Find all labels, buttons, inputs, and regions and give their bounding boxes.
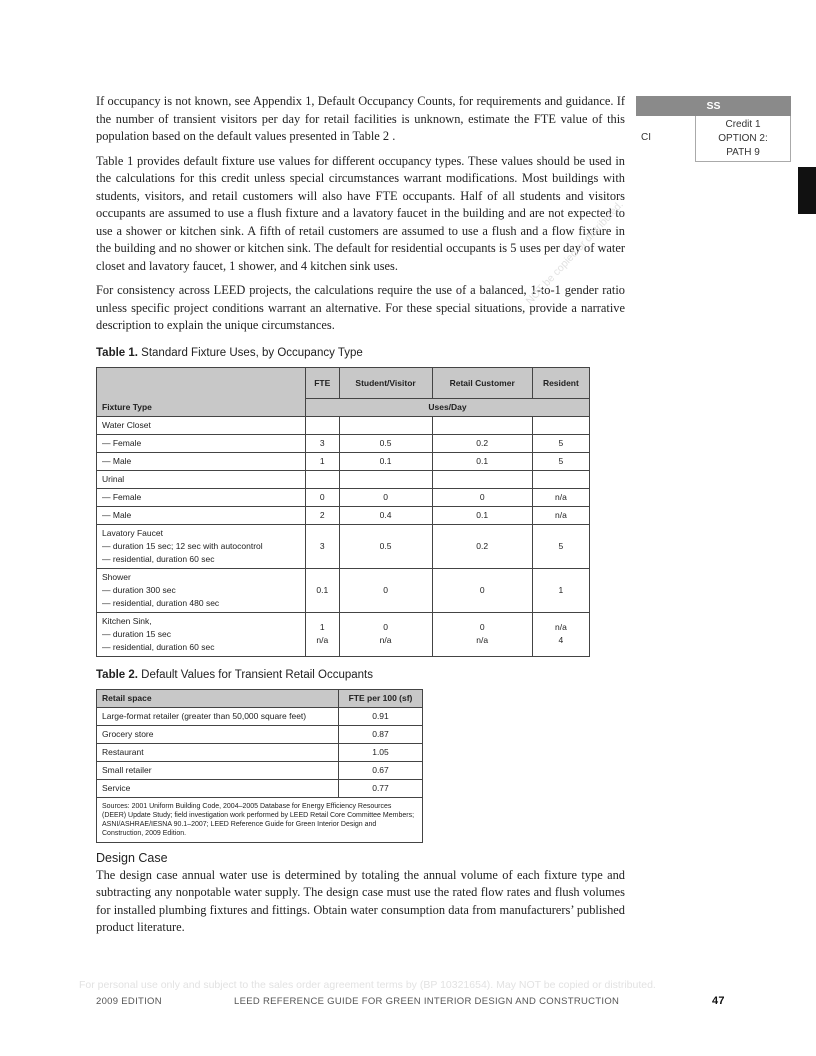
cell-retail: 0.2 [432,524,532,568]
fixture-label [97,452,306,470]
cell-fte: 3 [306,434,340,452]
cell-fte [306,416,340,434]
paragraph-occupancy: If occupancy is not known, see Appendix 1, Default Occupancy Counts, for requirements and guidance. If the number of transient visitors per day for retail facilities is unknown, estimate the FTE value of this population based on the default values presented in Table 2 . [96,94,625,143]
table-row [97,612,590,656]
cell-student: 0.5 [339,434,432,452]
transient-retail-table [96,689,423,843]
sidebar-credit-line: PATH 9 [726,147,760,158]
fixture-label-line: Water Closet [102,420,151,430]
cell-student: 0 [339,488,432,506]
watermark-bottom: For personal use only and subject to the sales order agreement terms by (BP 10321654). May NOT be copied or distributed. [79,979,656,991]
fixture-label [97,568,306,612]
cell-student: 0.1 [339,452,432,470]
fte-value-cell: 1.05 [339,743,423,761]
cell-fte: 0 [306,488,340,506]
page-number: 47 [712,995,725,1007]
design-case-heading: Design Case [96,850,168,865]
retail-space-cell: Large-format retailer (greater than 50,000 square feet) [97,707,339,725]
cell-resident [532,470,589,488]
table-row [97,434,590,452]
footer-edition: 2009 EDITION [96,996,162,1007]
cell-retail: 0 [432,568,532,612]
cell-fte: 2 [306,506,340,524]
section-tab-marker [798,167,816,214]
fixture-label [97,470,306,488]
header-fte: FTE [306,367,340,398]
header-student-visitor: Student/Visitor [339,367,432,398]
retail-space-cell: Restaurant [97,743,339,761]
retail-space-cell: Service [97,779,339,797]
cell-fte [306,470,340,488]
table-row [97,416,590,434]
fixture-label-line: Lavatory Faucet [102,527,163,538]
credit-sidebar [636,96,791,162]
fixture-label-line: — Male [102,456,132,466]
cell-retail: 0.1 [432,452,532,470]
cell-resident: 5 [532,434,589,452]
fixture-label [97,506,306,524]
header-fte-per-100: FTE per 100 (sf) [339,689,423,707]
cell-retail [432,416,532,434]
table-row [97,761,423,779]
fixture-label-line: — Male [102,510,132,520]
table-row [97,524,590,568]
cell-fte: 3 [306,524,340,568]
fixture-label-line: — Female [102,492,142,502]
footer-title: LEED REFERENCE GUIDE FOR GREEN INTERIOR DESIGN AND CONSTRUCTION [234,996,620,1007]
table2-body [97,707,423,797]
fixture-label-line: — Female [102,438,142,448]
fixture-label [97,488,306,506]
fixture-label [97,416,306,434]
cell-resident: n/a [532,506,589,524]
fte-value-cell: 0.87 [339,725,423,743]
fixture-label-line: Urinal [102,474,125,484]
cell-resident: 5 [532,524,589,568]
standard-fixture-uses-table [96,367,590,657]
fte-value-cell: 0.91 [339,707,423,725]
cell-retail: 0 [432,488,532,506]
cell-retail: 0.2 [432,434,532,452]
table-row [97,568,590,612]
cell-fte: 1 n/a [306,612,340,656]
cell-resident: 1 [532,568,589,612]
table-row [97,725,423,743]
header-retail-space: Retail space [97,689,339,707]
table2-caption [96,669,625,681]
table1-body [97,416,590,656]
table-row [97,452,590,470]
cell-resident: 5 [532,452,589,470]
cell-resident: n/a [532,488,589,506]
sidebar-credit [695,116,791,162]
fixture-label-line: Shower [102,571,131,582]
fixture-label [97,524,306,568]
cell-student: 0.5 [339,524,432,568]
table-row [97,707,423,725]
paragraph-fixture-use: Table 1 provides default fixture use values for different occupancy types. These values should be used in the calculations for this credit unless special circumstances warrant modifications. Most buildings with students, visitors, and retail customers will also have FTE occupants. Half of all students and visitors occupants are assumed to use a flush fixture and a lavatory faucet in the building and are not expected to use a shower or kitchen sink. A fifth of retail customers are assumed to use a flush and a flow fixture in the building and no shower or kitchen sink. The default for residential occupants is 5 uses per day of water closet and lavatory faucet, 1 shower, and 4 kitchen sink uses. [96,153,625,273]
fixture-label-line: — duration 300 sec [102,584,176,595]
cell-student: 0 [339,568,432,612]
cell-student [339,416,432,434]
table-row [97,470,590,488]
header-retail-customer: Retail Customer [432,367,532,398]
fixture-label-line: — residential, duration 60 sec [102,641,215,652]
cell-retail [432,470,532,488]
fixture-label-line: — duration 15 sec [102,628,171,639]
fixture-label [97,434,306,452]
fixture-label-line: — residential, duration 480 sec [102,597,220,608]
table-row [97,506,590,524]
sidebar-label: CI [641,132,651,143]
header-uses-per-day: Uses/Day [306,398,590,416]
paragraph-gender-ratio: For consistency across LEED projects, the calculations require the use of a balanced, 1-to-1 gender ratio unless specific project conditions warrant an alternative. For these special situations, provide a narrative description to explain the unique circumstances. [96,283,625,332]
fixture-label-line: — duration 15 sec; 12 sec with autocontrol [102,540,263,551]
fte-value-cell: 0.67 [339,761,423,779]
header-resident: Resident [532,367,589,398]
sidebar-header: SS [636,96,791,116]
cell-retail: 0.1 [432,506,532,524]
table1-caption-text: Standard Fixture Uses, by Occupancy Type [141,346,363,359]
main-column [96,93,625,944]
header-fixture-type: Fixture Type [97,367,306,416]
cell-fte: 0.1 [306,568,340,612]
watermark-diagonal: NOT be copied or distributed. [523,198,626,308]
fixture-label [97,612,306,656]
table-row [97,488,590,506]
fixture-label-line: Kitchen Sink, [102,615,152,626]
design-case-text: The design case annual water use is determined by totaling the annual volume of each fixture type and subtracting any nonpotable water supply. The design case must use the rated flow rates and flush volumes for installed plumbing fixtures and fittings. Obtain water consumption data from manufacturers’ published product literature. [96,867,625,934]
retail-space-cell: Grocery store [97,725,339,743]
retail-space-cell: Small retailer [97,761,339,779]
cell-resident [532,416,589,434]
table1-caption [96,347,625,359]
cell-student [339,470,432,488]
sidebar-credit-line: Credit 1 [725,119,761,130]
fixture-label-line: — residential, duration 60 sec [102,553,215,564]
table1-caption-label: Table 1. [96,346,138,359]
cell-retail: 0 n/a [432,612,532,656]
table-row [97,779,423,797]
cell-fte: 1 [306,452,340,470]
table-row [97,743,423,761]
cell-student: 0.4 [339,506,432,524]
fte-value-cell: 0.77 [339,779,423,797]
sidebar-row [636,116,791,162]
table2-caption-label: Table 2. [96,668,138,681]
cell-resident: n/a 4 [532,612,589,656]
cell-student: 0 n/a [339,612,432,656]
table2-sources: Sources: 2001 Uniform Building Code, 2004–2005 Database for Energy Efficiency Resources (DEER) Update Study; field investigation work performed by LEED Retail Core Committee Members; ASNI/ASHRAE/IESNA 90.1–2007; LEED Reference Guide for Green Interior Design and Construction, 2009 Edition. [97,797,423,842]
sidebar-credit-line: OPTION 2: [718,133,768,144]
table2-caption-text: Default Values for Transient Retail Occupants [141,668,373,681]
